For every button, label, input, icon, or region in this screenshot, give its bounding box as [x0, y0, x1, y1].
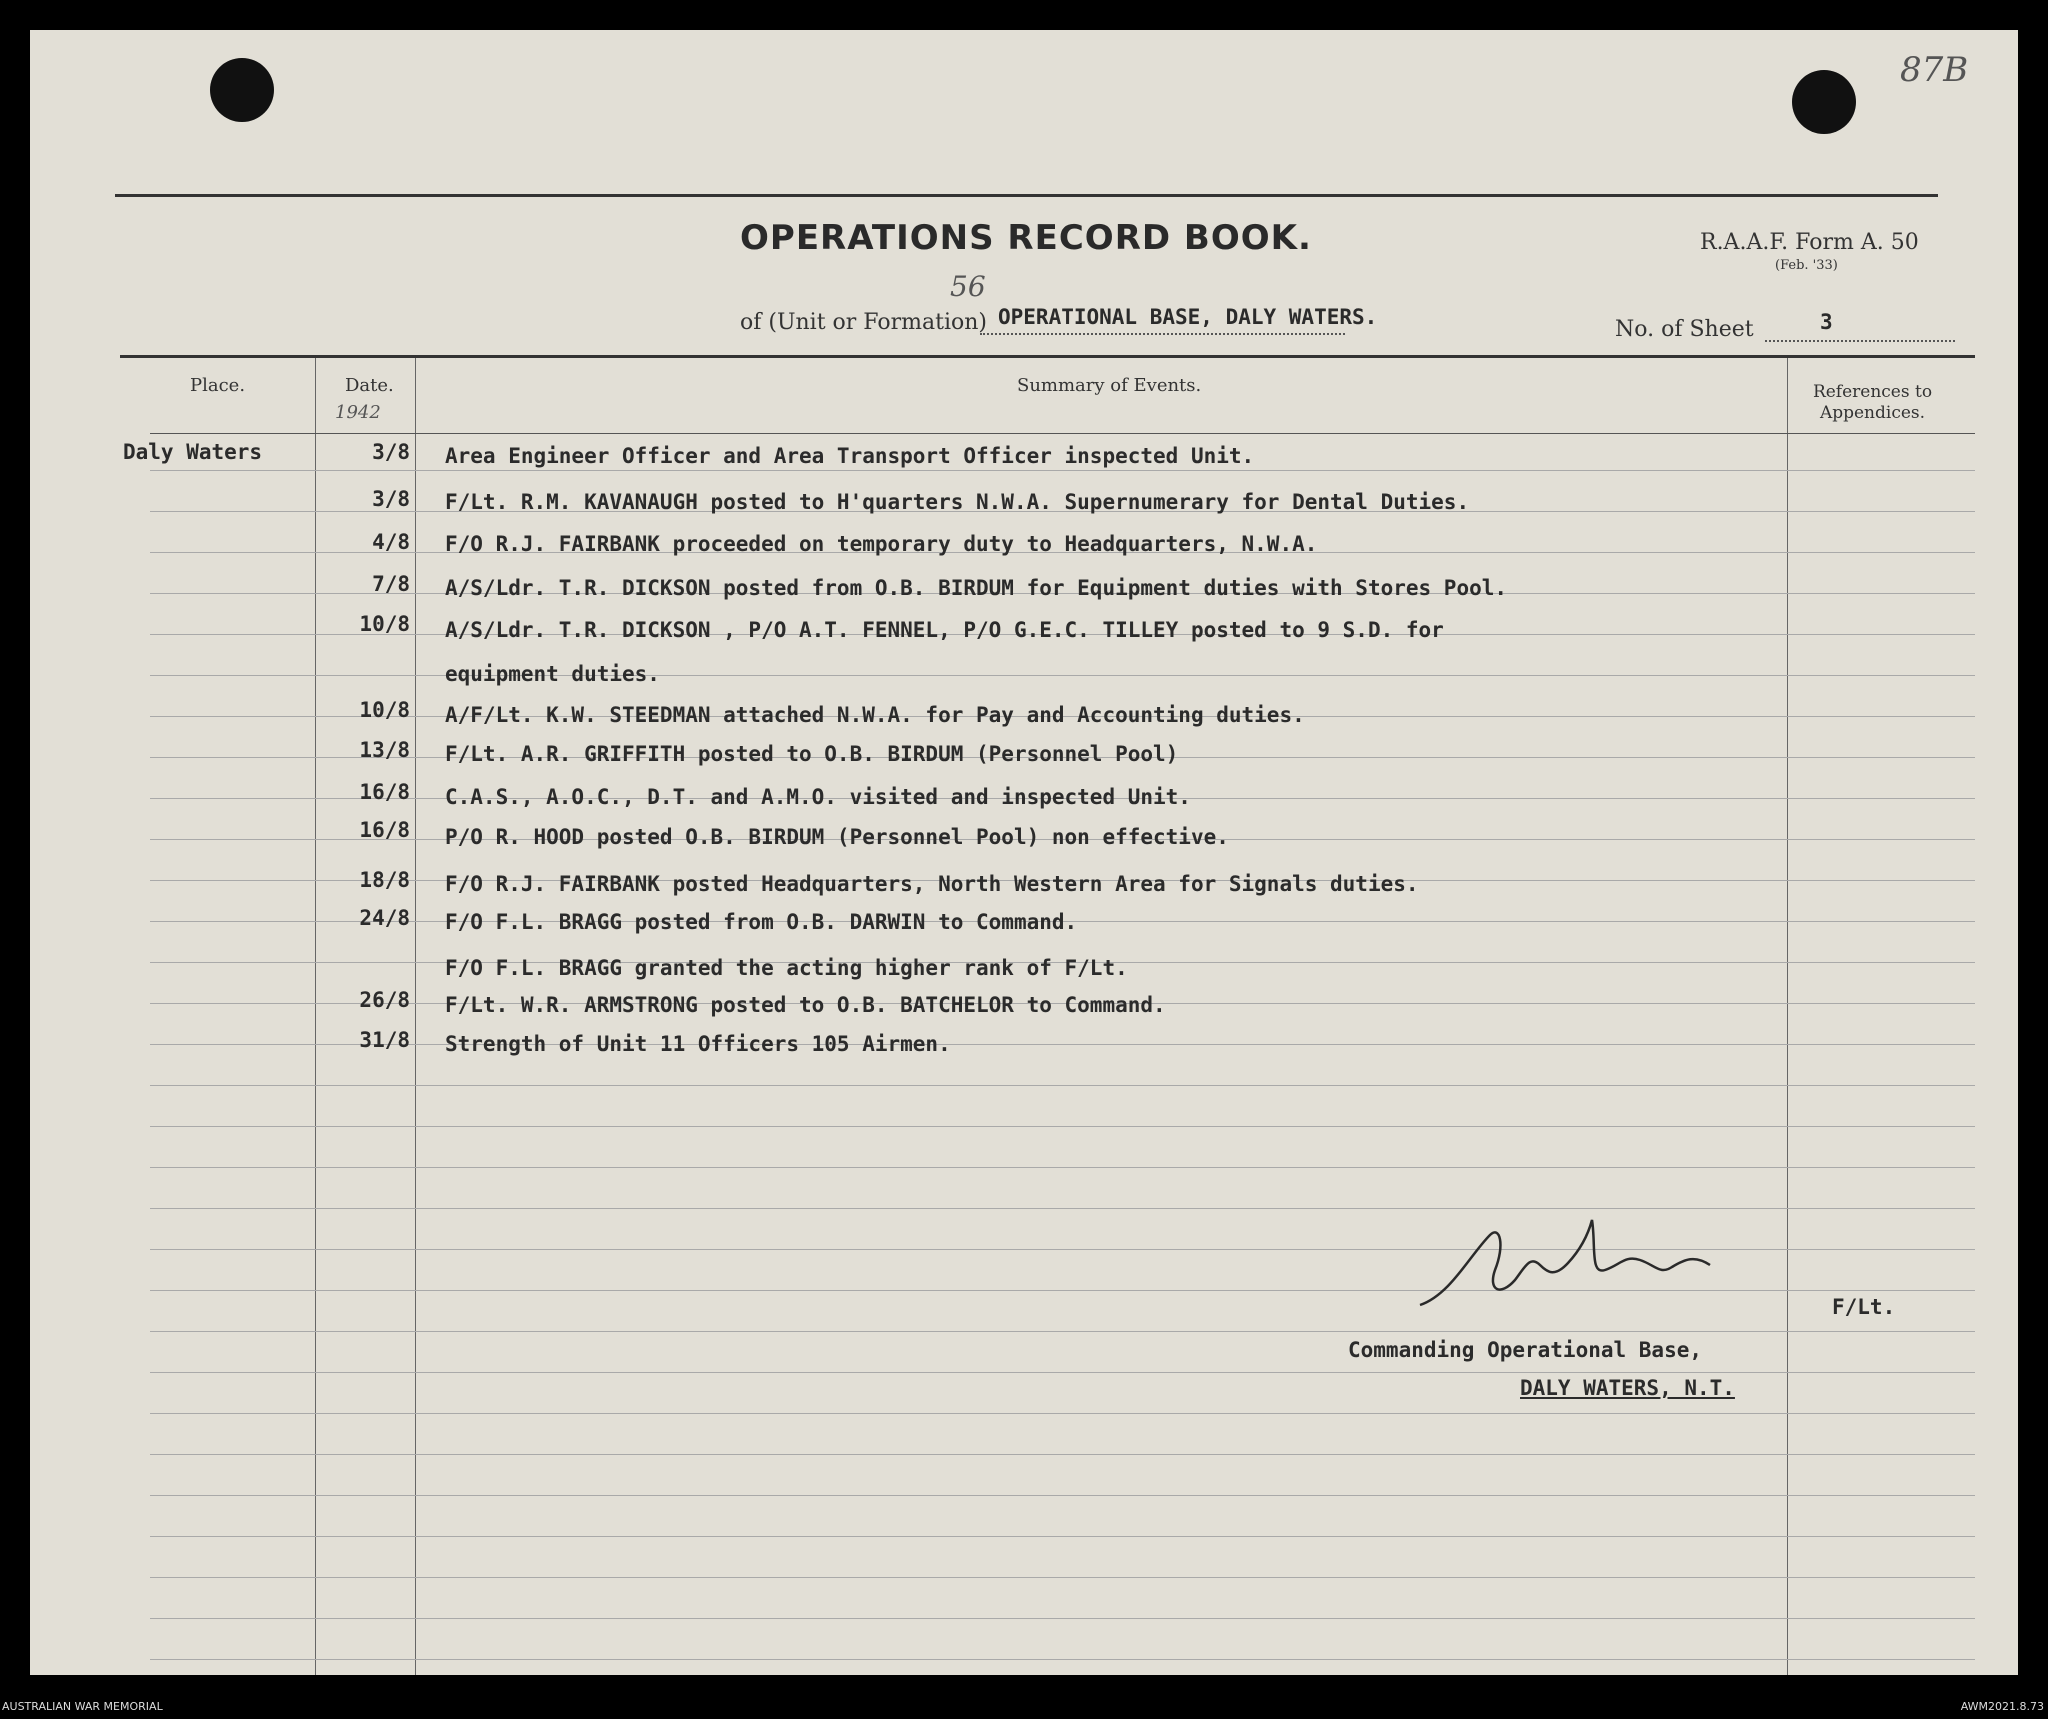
- row-line: [150, 675, 1975, 676]
- punch-hole-right: [1792, 70, 1856, 134]
- entry-date: 16/8: [359, 818, 410, 842]
- row-line: [150, 1659, 1975, 1660]
- entry-date: 3/8: [372, 440, 410, 464]
- page-title: OPERATIONS RECORD BOOK.: [740, 218, 1312, 258]
- unit-dotted-line: [980, 333, 1345, 335]
- row-line: [150, 1167, 1975, 1168]
- entry-text: equipment duties.: [445, 662, 660, 686]
- signature-line-2: DALY WATERS, N.T.: [1520, 1376, 1735, 1400]
- entry-text: Strength of Unit 11 Officers 105 Airmen.: [445, 1032, 951, 1056]
- entry-text: F/Lt. R.M. KAVANAUGH posted to H'quarters N.W.A. Supernumerary for Dental Duties.: [445, 490, 1470, 514]
- row-line: [150, 1208, 1975, 1209]
- column-header-place: Place.: [190, 375, 246, 396]
- footer-accession-number: AWM2021.8.73: [1960, 1700, 2044, 1713]
- entry-text: F/O F.L. BRAGG granted the acting higher rank of F/Lt.: [445, 956, 1128, 980]
- row-line: [150, 1536, 1975, 1537]
- entry-text: F/O R.J. FAIRBANK posted Headquarters, North Western Area for Signals duties.: [445, 872, 1419, 896]
- entry-text: F/O R.J. FAIRBANK proceeded on temporary duty to Headquarters, N.W.A.: [445, 532, 1318, 556]
- row-line: [150, 1577, 1975, 1578]
- entry-date: 26/8: [359, 988, 410, 1012]
- table-top-rule: [120, 355, 1975, 358]
- sheet-label: No. of Sheet: [1615, 317, 1754, 342]
- row-line: [150, 1413, 1975, 1414]
- entry-date: 13/8: [359, 738, 410, 762]
- row-line: [150, 1044, 1975, 1045]
- entry-text: A/S/Ldr. T.R. DICKSON , P/O A.T. FENNEL, P/O G.E.C. TILLEY posted to 9 S.D. for: [445, 618, 1444, 642]
- entry-date: 16/8: [359, 780, 410, 804]
- entry-date: 10/8: [359, 612, 410, 636]
- entry-date: 31/8: [359, 1028, 410, 1052]
- entry-place: Daly Waters: [123, 440, 263, 464]
- column-header-date: Date.: [345, 375, 394, 396]
- document-page: [30, 30, 2018, 1675]
- entry-text: P/O R. HOOD posted O.B. BIRDUM (Personnel Pool) non effective.: [445, 825, 1229, 849]
- column-divider-place: [315, 358, 316, 1675]
- row-line: [150, 1126, 1975, 1127]
- year-handwritten: 1942: [335, 402, 381, 423]
- sheet-number: 3: [1820, 310, 1833, 334]
- entry-date: 4/8: [372, 530, 410, 554]
- entry-text: A/F/Lt. K.W. STEEDMAN attached N.W.A. for Pay and Accounting duties.: [445, 703, 1305, 727]
- handwritten-signature: [1410, 1215, 1750, 1325]
- form-code: R.A.A.F. Form A. 50: [1700, 230, 1919, 255]
- column-divider-summary: [1787, 358, 1788, 1675]
- row-line: [150, 1454, 1975, 1455]
- column-header-summary: Summary of Events.: [1017, 375, 1202, 396]
- unit-label: of (Unit or Formation): [740, 310, 987, 335]
- unit-value: OPERATIONAL BASE, DALY WATERS.: [998, 305, 1378, 329]
- entry-text: F/Lt. A.R. GRIFFITH posted to O.B. BIRDUM (Personnel Pool): [445, 742, 1179, 766]
- entry-date: 18/8: [359, 868, 410, 892]
- column-divider-date: [415, 358, 416, 1675]
- row-line: [150, 1085, 1975, 1086]
- punch-hole-left: [210, 58, 274, 122]
- form-date: (Feb. '33): [1775, 258, 1838, 273]
- entry-text: Area Engineer Officer and Area Transport Officer inspected Unit.: [445, 444, 1255, 468]
- column-header-references: References to Appendices.: [1812, 382, 1933, 423]
- entry-date: 3/8: [372, 487, 410, 511]
- header-bottom-rule: [150, 433, 1975, 434]
- corner-handwritten-note: 87B: [1900, 50, 1969, 90]
- footer-archive-label: AUSTRALIAN WAR MEMORIAL: [2, 1700, 163, 1713]
- entry-text: C.A.S., A.O.C., D.T. and A.M.O. visited and inspected Unit.: [445, 785, 1191, 809]
- top-rule: [115, 194, 1938, 197]
- entry-date: 7/8: [372, 572, 410, 596]
- signature-line-1: Commanding Operational Base,: [1348, 1338, 1703, 1362]
- entry-date: 10/8: [359, 698, 410, 722]
- entry-text: A/S/Ldr. T.R. DICKSON posted from O.B. BIRDUM for Equipment duties with Stores Pool.: [445, 576, 1508, 600]
- entry-text: F/O F.L. BRAGG posted from O.B. DARWIN to Command.: [445, 910, 1078, 934]
- entry-date: 24/8: [359, 906, 410, 930]
- row-line: [150, 1618, 1975, 1619]
- unit-handwritten-number: 56: [950, 270, 986, 303]
- signature-rank: F/Lt.: [1832, 1295, 1896, 1319]
- row-line: [150, 470, 1975, 471]
- sheet-dotted-line: [1765, 340, 1955, 342]
- row-line: [150, 1495, 1975, 1496]
- row-line: [150, 1372, 1975, 1373]
- row-line: [150, 1331, 1975, 1332]
- entry-text: F/Lt. W.R. ARMSTRONG posted to O.B. BATCHELOR to Command.: [445, 993, 1166, 1017]
